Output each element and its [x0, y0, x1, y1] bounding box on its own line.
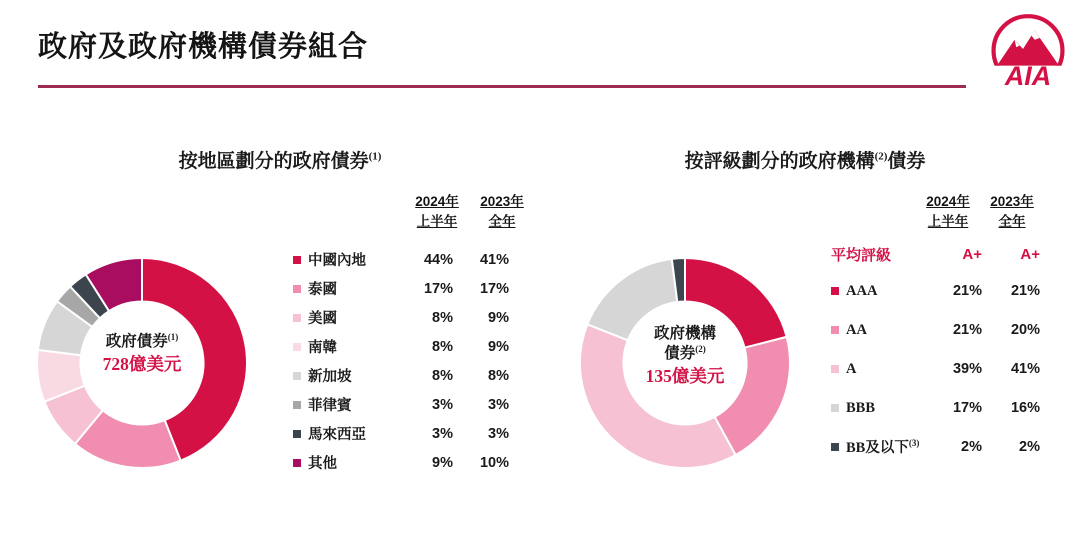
legend-swatch-icon	[293, 256, 301, 264]
legend-row	[293, 361, 509, 390]
legend-row	[831, 271, 1040, 310]
legend-value-2024: 3%	[432, 396, 453, 413]
legend-label: AAA	[846, 282, 878, 299]
legend-label: 馬來西亞	[308, 427, 366, 443]
average-rating-2023: A+	[1020, 245, 1040, 263]
legend-label: 其他	[308, 456, 337, 472]
right-chart-title-text: 按評級劃分的政府機構	[684, 151, 875, 172]
legend-value-2023: 3%	[488, 396, 509, 413]
legend-label: 新加坡	[308, 369, 352, 385]
legend-value-2024: 9%	[432, 454, 453, 471]
legend-value-2023: 10%	[479, 454, 509, 471]
left-donut-center-label: 政府債券$^{(1)}$ 728億美元	[76, 332, 208, 378]
right-donut-center-label: 政府機構 債券$^{(2)}$ 135億美元	[617, 324, 753, 390]
legend-swatch-icon	[293, 430, 301, 438]
legend-value-2024: 8%	[432, 338, 453, 355]
legend-label: 美國	[308, 311, 337, 327]
legend-swatch-icon	[293, 285, 301, 293]
left-col-header-2024: 2024年 上半年	[415, 194, 459, 229]
legend-value-2024: 17%	[952, 399, 982, 416]
page-title: 政府及政府機構債券組合	[38, 31, 369, 63]
right-donut-center-value: 135億美元	[645, 366, 725, 387]
legend-value-2024: 21%	[952, 321, 982, 338]
legend-label: BB及以下$^{(3)}$	[846, 438, 920, 456]
left-chart-title-text: 按地區劃分的政府債券	[178, 151, 369, 172]
average-rating-label: 平均評級	[831, 247, 892, 264]
legend-swatch-icon	[293, 314, 301, 322]
legend-value-2023: 3%	[488, 425, 509, 442]
legend-value-2024: 17%	[423, 280, 453, 297]
legend-row	[831, 427, 1040, 466]
legend-value-2024: 2%	[961, 438, 982, 455]
left-col-header-2023: 2023年 全年	[480, 194, 524, 229]
legend-value-2023: 16%	[1010, 399, 1040, 416]
legend-row	[293, 245, 509, 274]
legend-row	[293, 303, 509, 332]
legend-row	[293, 419, 509, 448]
legend-swatch-icon	[831, 365, 839, 373]
svg-text:AIA: AIA	[1004, 61, 1052, 92]
right-col-header-2024: 2024年 上半年	[926, 194, 970, 229]
legend-row	[293, 332, 509, 361]
legend-value-2023: 8%	[488, 367, 509, 384]
aia-logo	[986, 12, 1070, 96]
legend-swatch-icon	[831, 443, 839, 451]
left-chart-title-footref: (1)	[368, 150, 382, 163]
legend-value-2024: 8%	[432, 309, 453, 326]
legend-swatch-icon	[293, 401, 301, 409]
legend-swatch-icon	[831, 287, 839, 295]
legend-label: 泰國	[308, 282, 337, 298]
left-chart-title	[115, 146, 445, 173]
legend-row	[293, 448, 509, 477]
legend-swatch-icon	[293, 343, 301, 351]
legend-value-2024: 44%	[423, 251, 453, 268]
legend-value-2024: 8%	[432, 367, 453, 384]
legend-value-2023: 41%	[479, 251, 509, 268]
rating-legend	[831, 237, 1040, 466]
average-rating-2024: A+	[962, 245, 982, 263]
legend-label: A	[846, 360, 857, 377]
legend-value-2023: 20%	[1010, 321, 1040, 338]
legend-swatch-icon	[831, 326, 839, 334]
legend-label: 菲律賓	[308, 398, 352, 414]
title-underline	[38, 85, 966, 88]
legend-value-2023: 9%	[488, 338, 509, 355]
legend-label: 南韓	[308, 340, 337, 356]
legend-row	[831, 349, 1040, 388]
legend-value-2024: 21%	[952, 282, 982, 299]
legend-swatch-icon	[831, 404, 839, 412]
aia-logo-icon	[986, 12, 1070, 96]
right-col-header-2023: 2023年 全年	[990, 194, 1034, 229]
legend-value-2024: 39%	[952, 360, 982, 377]
legend-label: BBB	[846, 399, 876, 416]
legend-label: AA	[846, 321, 867, 338]
right-chart-title-footref: (2)	[874, 150, 888, 163]
legend-value-2024: 3%	[432, 425, 453, 442]
legend-row	[831, 388, 1040, 427]
legend-value-2023: 21%	[1010, 282, 1040, 299]
legend-value-2023: 41%	[1010, 360, 1040, 377]
legend-value-2023: 17%	[479, 280, 509, 297]
legend-value-2023: 2%	[1019, 438, 1040, 455]
legend-row	[293, 274, 509, 303]
legend-swatch-icon	[293, 459, 301, 467]
legend-label: 中國內地	[308, 253, 366, 269]
legend-row	[831, 310, 1040, 349]
legend-swatch-icon	[293, 372, 301, 380]
right-chart-title: 按評級劃分的政府機構$^{(2)}$債券	[684, 150, 926, 172]
region-legend	[293, 245, 509, 477]
average-rating-row	[831, 237, 1040, 271]
left-donut-center-value: 728億美元	[102, 354, 182, 375]
legend-row	[293, 390, 509, 419]
legend-value-2023: 9%	[488, 309, 509, 326]
